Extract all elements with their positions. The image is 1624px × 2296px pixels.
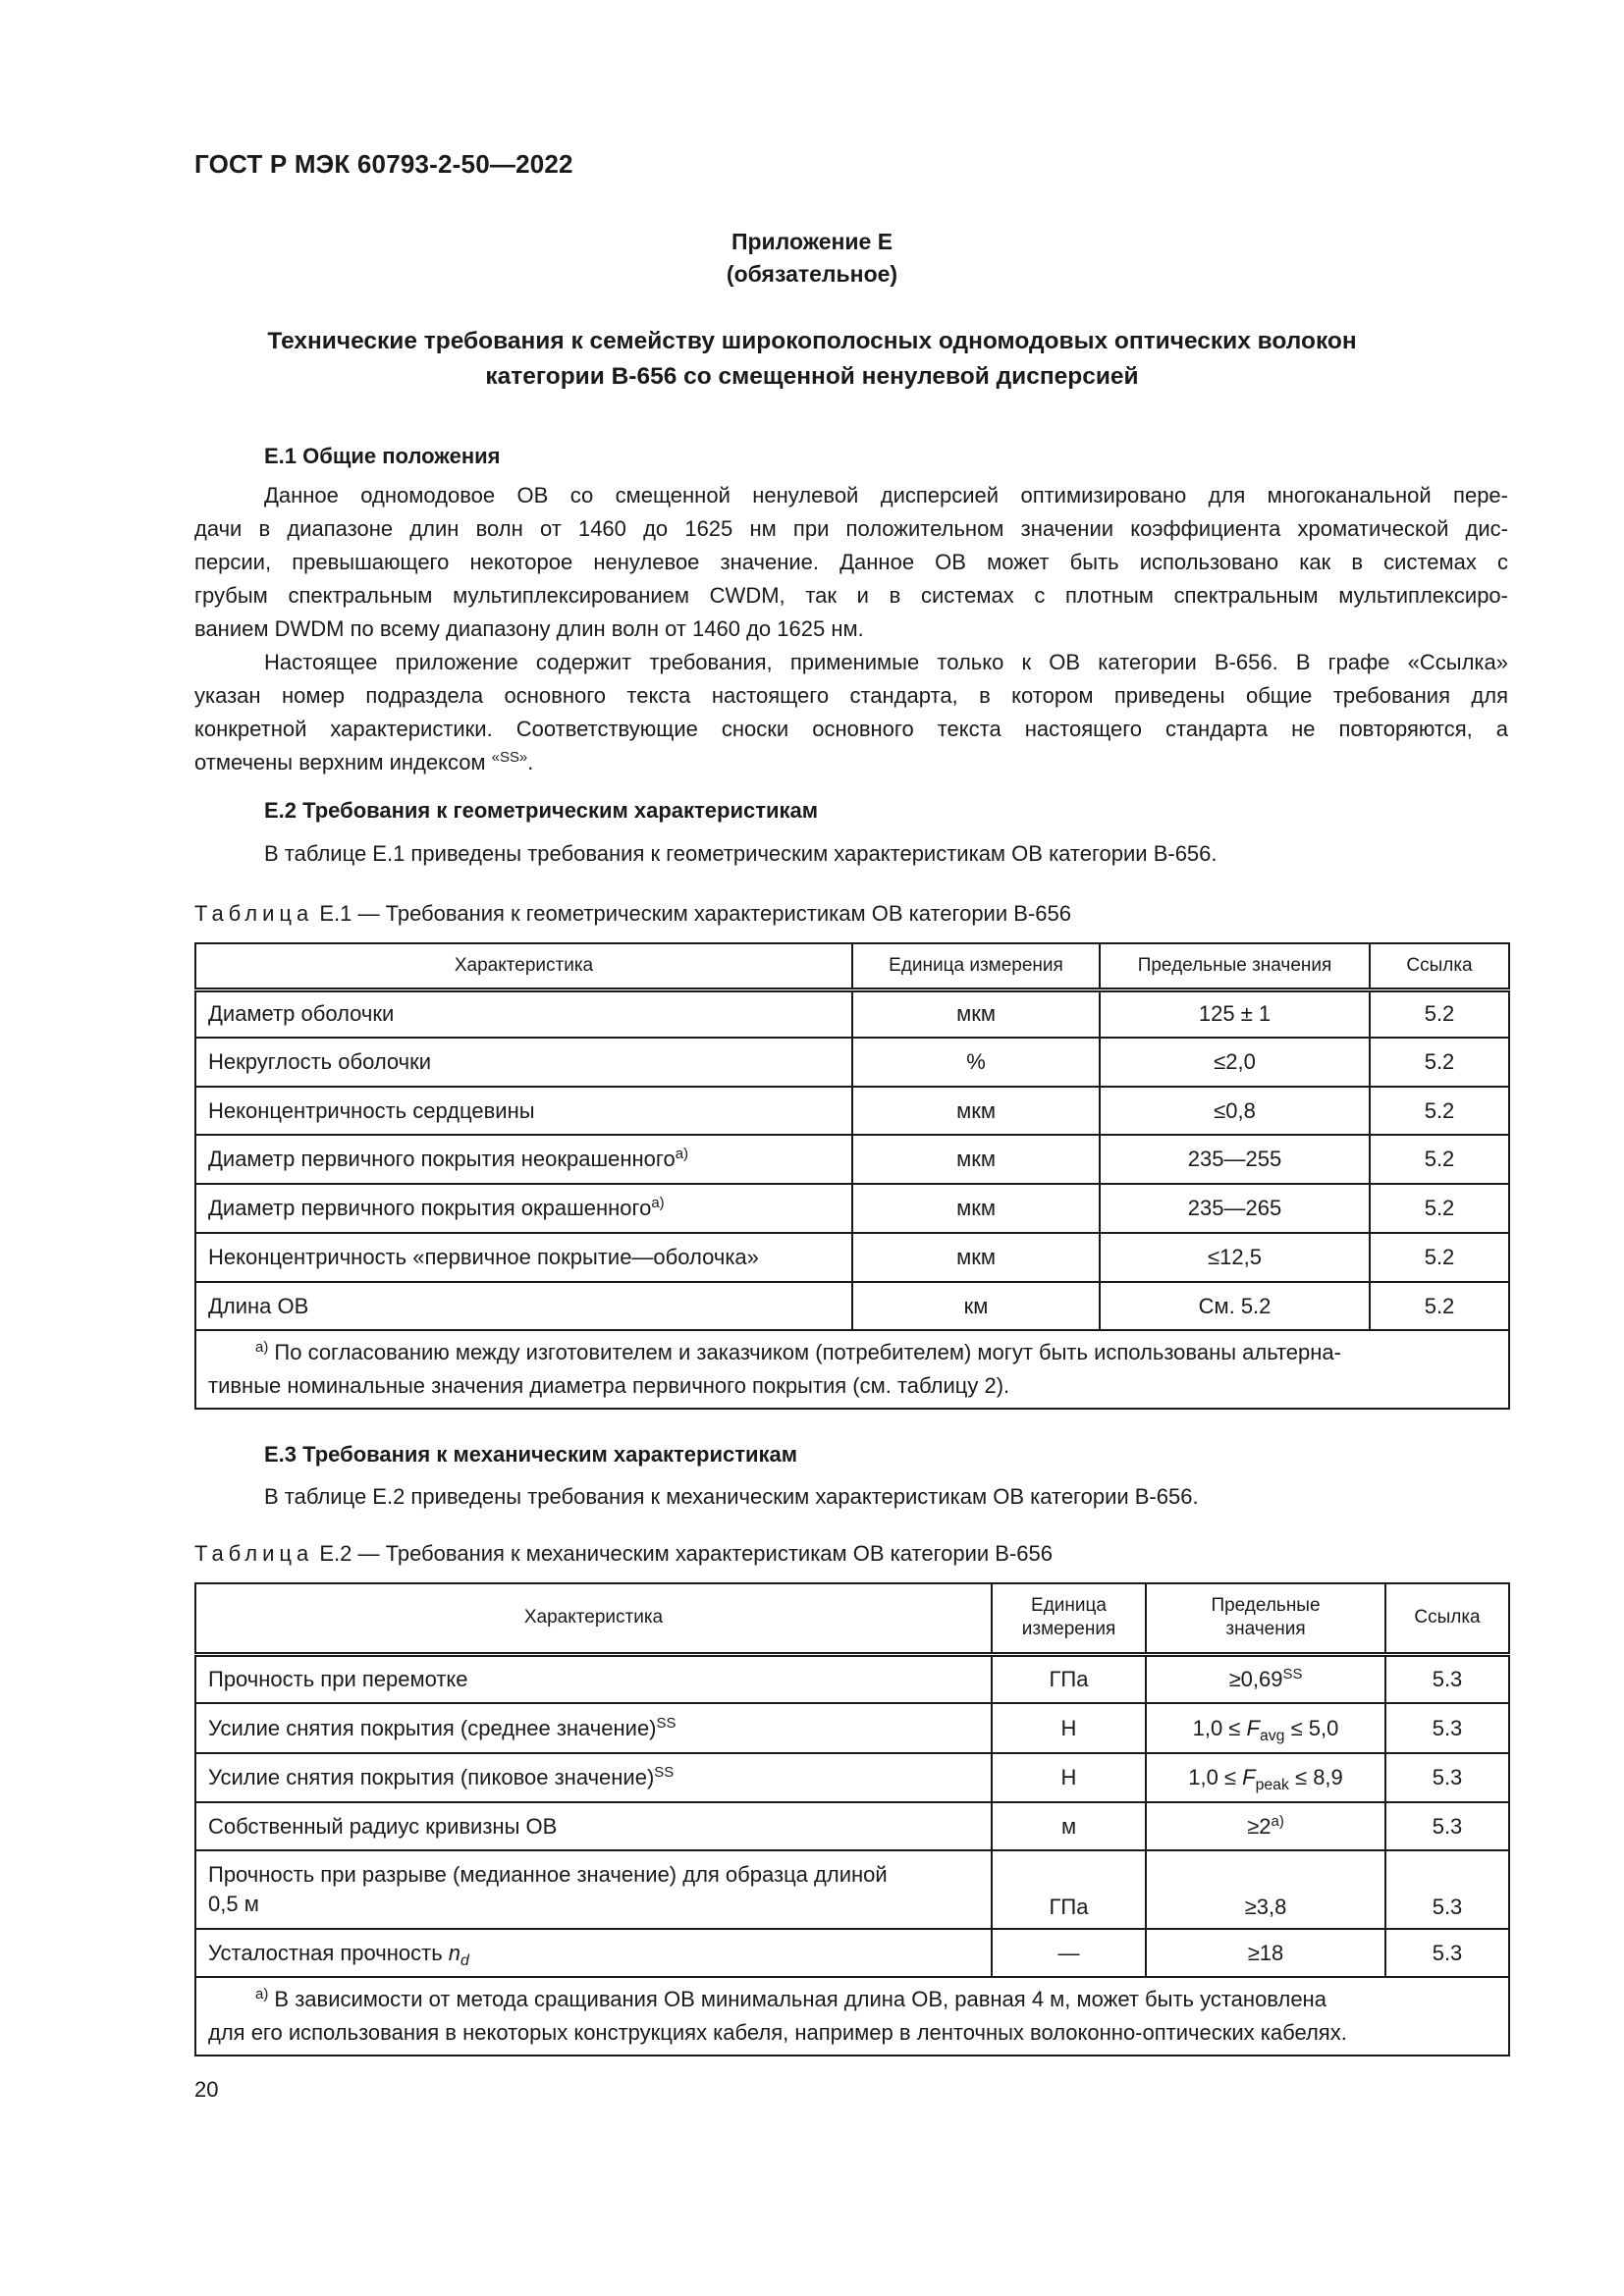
footnote-text: для его использования в некоторых конструкциях кабеля, например в ленточных волоконно-оптических кабелях. (208, 2020, 1347, 2045)
table-row (195, 1654, 1509, 1703)
table-row (195, 1802, 1509, 1850)
cell-value: $1,0 \le F_{avg} \le 5,0$ (1146, 1703, 1385, 1753)
cell-characteristic: Диаметр первичного покрытия окрашенного$^{a)}$ (195, 1184, 852, 1233)
table-row (195, 1038, 1509, 1087)
cell-unit: мкм (852, 1135, 1100, 1184)
caption-prefix: Таблица (194, 1541, 314, 1566)
cell-value: ≥3,8 (1146, 1850, 1385, 1929)
cell-unit: Н (992, 1753, 1146, 1802)
cell-value: ≤0,8 (1100, 1087, 1370, 1135)
table-footnote-row (195, 1977, 1509, 2056)
cell-ref: 5.3 (1385, 1850, 1509, 1929)
text: . (527, 750, 534, 774)
text: отмечены верхним индексом (194, 750, 492, 774)
superscript-ss: «SS» (491, 748, 528, 766)
cell-characteristic: Диаметр оболочки (195, 989, 852, 1038)
cell-unit: км (852, 1282, 1100, 1330)
cell-ref: 5.2 (1370, 1087, 1509, 1135)
cell-characteristic: Усилие снятия покрытия (пиковое значение)$^{SS}$ (195, 1753, 992, 1802)
cell-characteristic: Прочность при перемотке (195, 1654, 992, 1703)
cell-characteristic: Некруглость оболочки (195, 1038, 852, 1087)
cell-value: ≤2,0 (1100, 1038, 1370, 1087)
e1-para1-line: Данное одномодовое ОВ со смещенной ненулевой дисперсией оптимизировано для многоканальной пере- (264, 483, 1508, 507)
cell-characteristic: Усилие снятия покрытия (среднее значение)$^{SS}$ (195, 1703, 992, 1753)
cell-characteristic: Диаметр первичного покрытия неокрашенного$^{a)}$ (195, 1135, 852, 1184)
table-e2-caption (194, 1541, 1053, 1567)
table-row (195, 1929, 1509, 1977)
appendix-title-line1: Технические требования к семейству широкополосных одномодовых оптических волокон (267, 328, 1357, 354)
e1-para2-line: указан номер подраздела основного текста настоящего стандарта, в котором приведены общие требования для (194, 683, 1508, 708)
page-number: 20 (194, 2077, 219, 2102)
footnote-ref: a) (675, 1145, 688, 1162)
table-footnote (195, 1330, 1509, 1409)
table-row (195, 1703, 1509, 1753)
cell-value: $\ge 0,69^{SS}$ (1146, 1654, 1385, 1703)
section-e1-heading: Е.1 Общие положения (264, 444, 501, 468)
caption-text: Е.1 — Требования к геометрическим характеристикам ОВ категории В-656 (313, 901, 1071, 926)
cell-ref: 5.2 (1370, 1038, 1509, 1087)
table-header-row (195, 943, 1509, 989)
footnote-text: тивные номинальные значения диаметра первичного покрытия (см. таблицу 2). (208, 1373, 1010, 1398)
e1-para2-line: Настоящее приложение содержит требования, применимые только к ОВ категории В-656. В графе «Ссылка» (264, 650, 1508, 674)
cell-unit: — (992, 1929, 1146, 1977)
column-header: Характеристика (195, 943, 852, 989)
section-e2-heading: Е.2 Требования к геометрическим характеристикам (264, 798, 819, 823)
e1-para1-line: персии, превышающего некоторое ненулевое значение. Данное ОВ может быть использовано как в системах с (194, 550, 1508, 574)
table-e2 (194, 1582, 1510, 2056)
caption-text: Е.2 — Требования к механическим характеристикам ОВ категории В-656 (313, 1541, 1054, 1566)
appendix-label: Приложение Е (731, 229, 893, 254)
e1-para2-line: конкретной характеристики. Соответствующие сноски основного текста настоящего стандарта не повторяются, а (194, 717, 1508, 741)
cell-unit: м (992, 1802, 1146, 1850)
cell-ref: 5.2 (1370, 1135, 1509, 1184)
table-header-row (195, 1583, 1509, 1654)
cell-characteristic: Неконцентричность «первичное покрытие—оболочка» (195, 1233, 852, 1282)
column-header: Ссылка (1370, 943, 1509, 989)
cell-characteristic: Неконцентричность сердцевины (195, 1087, 852, 1135)
e1-para2-last-line (194, 750, 1508, 775)
cell-characteristic: Прочность при разрыве (медианное значение) для образца длиной 0,5 м (195, 1850, 992, 1929)
e1-para1-line: грубым спектральным мультиплексированием CWDM, так и в системах с плотным спектральным мультиплексиро- (194, 583, 1508, 608)
cell-value: 125 ± 1 (1100, 989, 1370, 1038)
cell-ref: 5.2 (1370, 1233, 1509, 1282)
footnote-text: По согласованию между изготовителем и заказчиком (потребителем) могут быть использованы альтерна- (268, 1340, 1341, 1364)
table-e1 (194, 942, 1510, 1410)
cell-value: $\ge 2^{a)}$ (1146, 1802, 1385, 1850)
appendix-status: (обязательное) (726, 261, 898, 287)
caption-prefix: Таблица (194, 901, 314, 926)
table-row (195, 1184, 1509, 1233)
cell-ref: 5.2 (1370, 1184, 1509, 1233)
cell-ref: 5.3 (1385, 1929, 1509, 1977)
section-e3-intro: В таблице Е.2 приведены требования к механическим характеристикам ОВ категории В-656. (264, 1484, 1199, 1509)
table-footnote (195, 1977, 1509, 2056)
footnote-text: В зависимости от метода сращивания ОВ минимальная длина ОВ, равная 4 м, может быть установлена (268, 1987, 1326, 2011)
cell-unit: мкм (852, 989, 1100, 1038)
cell-characteristic: Собственный радиус кривизны ОВ (195, 1802, 992, 1850)
cell-ref: 5.3 (1385, 1802, 1509, 1850)
footnote-ref: a) (651, 1194, 665, 1211)
column-header: Предельные значения (1100, 943, 1370, 989)
document-id: ГОСТ Р МЭК 60793-2-50—2022 (194, 149, 573, 179)
cell-characteristic: Усталостная прочность $n_d$ (195, 1929, 992, 1977)
appendix-title-line2: категории В-656 со смещенной ненулевой дисперсией (485, 363, 1139, 390)
cell-ref: 5.3 (1385, 1654, 1509, 1703)
column-header: Ссылка (1385, 1583, 1509, 1654)
footnote-marker: a) (255, 1985, 269, 2002)
table-row (195, 1753, 1509, 1802)
table-row (195, 989, 1509, 1038)
cell-unit: Н (992, 1703, 1146, 1753)
table-row (195, 1282, 1509, 1330)
cell-value: 235—255 (1100, 1135, 1370, 1184)
footnote-marker: a) (255, 1338, 269, 1356)
cell-unit: ГПа (992, 1654, 1146, 1703)
table-e1-caption (194, 901, 1071, 927)
cell-unit: мкм (852, 1233, 1100, 1282)
cell-value: ≥18 (1146, 1929, 1385, 1977)
cell-value: ≤12,5 (1100, 1233, 1370, 1282)
table-row (195, 1135, 1509, 1184)
cell-characteristic: Длина ОВ (195, 1282, 852, 1330)
section-e3-heading: Е.3 Требования к механическим характеристикам (264, 1442, 798, 1467)
section-e2-intro: В таблице Е.1 приведены требования к геометрическим характеристикам ОВ категории В-656. (264, 841, 1218, 866)
table-row (195, 1850, 1509, 1929)
cell-ref: 5.2 (1370, 1282, 1509, 1330)
cell-unit: мкм (852, 1184, 1100, 1233)
table-footnote-row (195, 1330, 1509, 1409)
cell-value: 235—265 (1100, 1184, 1370, 1233)
cell-value: См. 5.2 (1100, 1282, 1370, 1330)
column-header: Единица измерения (852, 943, 1100, 989)
column-header: Единица измерения (992, 1583, 1146, 1654)
cell-ref: 5.2 (1370, 989, 1509, 1038)
cell-unit: мкм (852, 1087, 1100, 1135)
table-row (195, 1233, 1509, 1282)
cell-ref: 5.3 (1385, 1703, 1509, 1753)
column-header: Предельные значения (1146, 1583, 1385, 1654)
cell-value: $1,0 \le F_{peak} \le 8,9$ (1146, 1753, 1385, 1802)
cell-unit: % (852, 1038, 1100, 1087)
cell-unit: ГПа (992, 1850, 1146, 1929)
table-row (195, 1087, 1509, 1135)
e1-para1-line: ванием DWDM по всему диапазону длин волн от 1460 до 1625 нм. (194, 616, 864, 641)
cell-ref: 5.3 (1385, 1753, 1509, 1802)
e1-para1-line: дачи в диапазоне длин волн от 1460 до 1625 нм при положительном значении коэффициента хроматической дис- (194, 516, 1508, 541)
column-header: Характеристика (195, 1583, 992, 1654)
